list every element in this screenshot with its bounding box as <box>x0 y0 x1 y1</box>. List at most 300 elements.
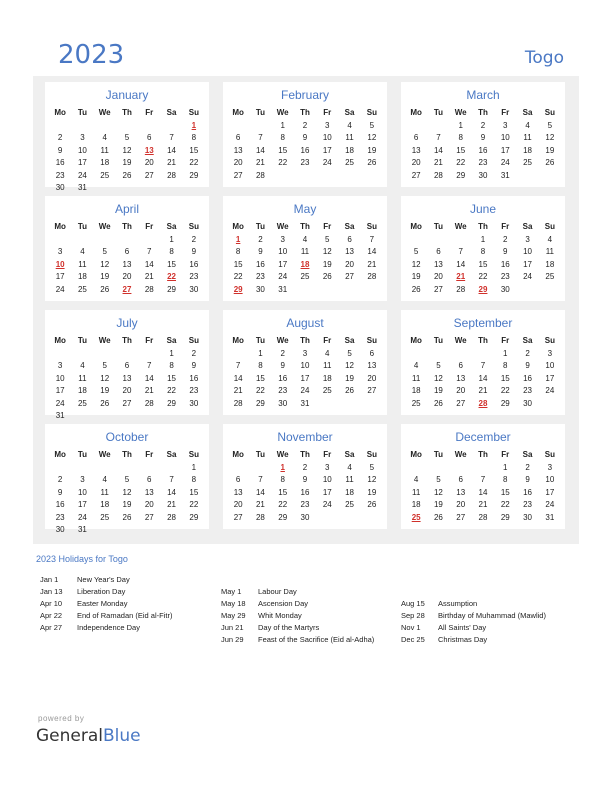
weekday-header: Su <box>544 450 555 459</box>
day-cell: 22 <box>278 500 288 509</box>
day-cell: 7 <box>235 361 241 370</box>
holiday-row <box>221 610 374 622</box>
day-cell: 7 <box>458 247 463 256</box>
day-cell: 30 <box>478 170 488 180</box>
day-cell: 15 <box>233 259 243 269</box>
day-cell: 1 <box>480 234 486 244</box>
day-cell: 20 <box>433 272 443 281</box>
weekday-header: Su <box>188 450 199 459</box>
day-cell: 7 <box>258 475 263 484</box>
day-cell: 3 <box>57 247 63 256</box>
empty-cell <box>94 120 116 133</box>
day-cell: 24 <box>322 158 332 167</box>
day-cell: 5 <box>124 475 130 484</box>
day-cell: 29 <box>500 512 510 522</box>
day-cell: 10 <box>523 247 533 256</box>
day-cell: 12 <box>122 487 132 497</box>
day-cell: 28 <box>255 512 265 522</box>
day-cell: 6 <box>436 247 441 256</box>
day-cell: 21 <box>167 500 177 509</box>
weekday-header: Th <box>122 222 132 231</box>
weekday-header: We <box>454 222 467 231</box>
weekday-header: Th <box>122 108 132 117</box>
day-cell: 3 <box>325 462 330 472</box>
day-cell: 23 <box>300 158 310 167</box>
day-cell: 17 <box>300 373 310 383</box>
weekday-header: Tu <box>433 222 444 231</box>
day-cell: 20 <box>367 373 377 383</box>
day-cell: 17 <box>55 386 65 395</box>
day-cell: 24 <box>77 512 87 522</box>
day-cell: 6 <box>147 133 152 142</box>
day-cell: 27 <box>345 272 355 281</box>
weekday-header: Sa <box>522 450 533 459</box>
day-cell: 2 <box>57 475 63 484</box>
weekday-header: Th <box>478 336 488 345</box>
day-cell: 17 <box>523 259 533 269</box>
day-cell: 4 <box>347 462 352 472</box>
day-grid <box>49 449 205 537</box>
holiday-date: Apr 22 <box>40 611 63 620</box>
empty-cell <box>138 234 160 247</box>
day-cell: 10 <box>55 373 65 383</box>
day-cell: 28 <box>255 170 265 180</box>
day-cell: 19 <box>367 145 377 155</box>
holiday-name: Christmas Day <box>438 635 488 644</box>
day-cell: 31 <box>500 170 510 180</box>
day-cell: 18 <box>100 500 110 509</box>
weekday-header: Sa <box>344 336 355 345</box>
day-cell: 14 <box>367 247 377 256</box>
holiday-date: Apr 27 <box>40 623 63 632</box>
day-cell: 11 <box>100 487 109 497</box>
day-cell: 30 <box>523 512 533 522</box>
holiday-row <box>401 598 546 610</box>
day-cell: 14 <box>255 487 265 497</box>
day-cell: 29 <box>189 512 199 522</box>
weekday-header: Su <box>366 108 377 117</box>
month-august <box>223 310 387 415</box>
day-cell: 9 <box>302 475 308 484</box>
month-name: September <box>453 316 513 330</box>
month-february <box>223 82 387 187</box>
day-cell: 20 <box>122 272 132 281</box>
day-cell: 22 <box>189 158 199 167</box>
day-cell: 5 <box>369 462 375 472</box>
day-cell: 8 <box>191 133 197 142</box>
day-cell: 12 <box>433 373 443 383</box>
brand-logo <box>36 726 141 746</box>
weekday-header: Tu <box>77 108 88 117</box>
empty-cell <box>472 462 494 475</box>
holiday-date: May 29 <box>221 611 246 620</box>
weekday-header: Mo <box>410 108 422 117</box>
day-cell: 2 <box>191 348 197 358</box>
day-cell: 15 <box>500 373 510 383</box>
holiday-name: Independence Day <box>77 623 140 632</box>
day-cell: 27 <box>122 284 132 294</box>
day-cell: 14 <box>233 373 243 383</box>
empty-cell <box>249 120 271 133</box>
day-cell: 17 <box>77 158 87 167</box>
empty-cell <box>227 348 249 361</box>
day-cell: 24 <box>55 398 65 408</box>
day-cell: 15 <box>500 487 510 497</box>
weekday-header: We <box>98 222 111 231</box>
empty-cell <box>427 462 449 475</box>
day-cell: 21 <box>255 158 265 167</box>
day-cell: 6 <box>147 475 152 484</box>
holiday-column <box>401 598 546 646</box>
day-cell: 15 <box>278 487 288 497</box>
month-name: May <box>293 202 317 216</box>
day-cell: 6 <box>369 348 375 358</box>
weekday-header: Fr <box>501 336 510 345</box>
day-cell: 26 <box>100 284 110 294</box>
day-cell: 8 <box>169 361 174 370</box>
day-cell: 23 <box>278 386 288 395</box>
holiday-row <box>40 598 172 610</box>
day-cell: 11 <box>78 259 87 269</box>
weekday-header: Th <box>300 336 310 345</box>
weekday-header: Mo <box>232 108 244 117</box>
weekday-header: Tu <box>77 336 88 345</box>
day-cell: 16 <box>189 373 199 383</box>
day-cell: 18 <box>300 259 310 269</box>
day-grid <box>49 107 205 195</box>
day-cell: 2 <box>503 234 508 244</box>
day-cell: 30 <box>500 284 510 294</box>
weekday-header: We <box>454 108 467 117</box>
day-cell: 28 <box>233 398 243 408</box>
day-cell: 10 <box>77 145 87 155</box>
day-cell: 22 <box>233 272 243 281</box>
day-cell: 20 <box>233 158 243 167</box>
day-cell: 14 <box>433 145 443 155</box>
holiday-name: Day of the Martyrs <box>258 623 320 632</box>
empty-cell <box>71 234 93 247</box>
holiday-column <box>40 574 172 634</box>
day-cell: 17 <box>500 145 510 155</box>
weekday-header: We <box>98 450 111 459</box>
weekday-header: Fr <box>145 336 154 345</box>
empty-cell <box>160 120 182 133</box>
day-cell: 17 <box>77 500 87 509</box>
weekday-header: We <box>276 450 289 459</box>
empty-cell <box>71 120 93 133</box>
day-cell: 30 <box>300 512 310 522</box>
day-cell: 18 <box>545 259 555 269</box>
weekday-header: Mo <box>54 450 66 459</box>
day-cell: 26 <box>433 398 443 408</box>
weekday-header: Fr <box>323 336 332 345</box>
month-name: June <box>469 202 497 216</box>
weekday-header: Sa <box>344 222 355 231</box>
holiday-date: Nov 1 <box>401 623 421 632</box>
day-cell: 30 <box>55 525 65 534</box>
month-april <box>45 196 209 301</box>
day-cell: 31 <box>545 512 555 522</box>
day-cell: 13 <box>411 145 421 155</box>
empty-cell <box>405 120 427 133</box>
empty-cell <box>405 234 427 247</box>
weekday-header: Tu <box>255 108 266 117</box>
day-cell: 21 <box>433 158 443 167</box>
day-cell: 11 <box>523 133 532 142</box>
empty-cell <box>427 120 449 133</box>
day-cell: 14 <box>478 487 488 497</box>
day-cell: 28 <box>167 512 177 522</box>
day-cell: 3 <box>503 120 508 130</box>
day-cell: 2 <box>191 234 197 244</box>
day-cell: 20 <box>345 259 355 269</box>
weekday-header: Th <box>300 450 310 459</box>
day-cell: 1 <box>280 120 285 130</box>
brand-part1: General <box>36 726 103 746</box>
day-cell: 20 <box>456 386 466 395</box>
day-cell: 7 <box>480 361 486 370</box>
month-december <box>401 424 565 529</box>
day-cell: 6 <box>413 133 419 142</box>
day-cell: 11 <box>78 373 87 383</box>
weekday-header: Mo <box>54 108 66 117</box>
day-cell: 8 <box>280 475 285 484</box>
day-cell: 14 <box>144 373 154 383</box>
day-cell: 28 <box>478 512 488 522</box>
day-cell: 5 <box>102 361 107 370</box>
day-cell: 25 <box>300 272 310 281</box>
holiday-name: End of Ramadan (Eid al-Fitr) <box>77 611 173 620</box>
weekday-header: Th <box>122 450 132 459</box>
day-cell: 6 <box>458 361 463 370</box>
day-cell: 5 <box>436 361 441 370</box>
day-cell: 26 <box>545 158 555 167</box>
empty-cell <box>94 234 116 247</box>
day-cell: 16 <box>523 487 533 497</box>
day-cell: 21 <box>144 272 154 281</box>
holiday-row <box>40 622 172 634</box>
empty-cell <box>49 348 71 361</box>
day-cell: 12 <box>433 487 443 497</box>
weekday-header: Su <box>544 222 555 231</box>
holiday-row <box>401 610 546 622</box>
empty-cell <box>138 120 160 133</box>
day-cell: 22 <box>456 158 466 167</box>
holiday-row <box>40 610 172 622</box>
day-cell: 7 <box>147 247 152 256</box>
day-cell: 31 <box>278 284 288 294</box>
weekday-header: Fr <box>323 222 332 231</box>
day-cell: 25 <box>345 500 355 509</box>
day-cell: 6 <box>235 475 241 484</box>
day-cell: 5 <box>124 133 130 142</box>
day-cell: 30 <box>255 284 265 294</box>
weekday-header: Sa <box>166 222 177 231</box>
day-cell: 11 <box>411 487 421 497</box>
day-cell: 27 <box>456 398 466 408</box>
day-cell: 19 <box>100 386 110 395</box>
empty-cell <box>71 348 93 361</box>
day-cell: 30 <box>189 284 199 294</box>
day-cell: 13 <box>456 487 466 497</box>
empty-cell <box>116 348 138 361</box>
day-cell: 31 <box>55 411 65 420</box>
empty-cell <box>49 462 71 475</box>
month-name: August <box>286 316 324 330</box>
day-cell: 24 <box>77 170 87 180</box>
day-cell: 15 <box>189 487 199 497</box>
day-cell: 26 <box>433 512 443 522</box>
day-cell: 24 <box>545 386 555 395</box>
weekday-header: Sa <box>522 108 533 117</box>
day-cell: 18 <box>523 145 533 155</box>
weekday-header: Th <box>478 222 488 231</box>
day-cell: 25 <box>411 512 421 522</box>
holiday-date: Apr 10 <box>40 599 63 608</box>
weekday-header: Mo <box>232 336 244 345</box>
weekday-header: Su <box>188 336 199 345</box>
holiday-row <box>221 586 374 598</box>
day-cell: 22 <box>478 272 488 281</box>
empty-cell <box>427 234 449 247</box>
holiday-name: Labour Day <box>258 587 297 596</box>
day-cell: 4 <box>413 475 419 484</box>
weekday-header: Tu <box>77 222 88 231</box>
day-cell: 9 <box>525 475 530 484</box>
day-cell: 27 <box>122 398 132 408</box>
day-cell: 24 <box>545 500 555 509</box>
day-cell: 4 <box>102 475 107 484</box>
day-cell: 5 <box>102 247 107 256</box>
day-grid <box>405 449 561 524</box>
empty-cell <box>71 462 93 475</box>
day-cell: 19 <box>433 500 443 509</box>
holiday-name: Easter Monday <box>77 599 128 608</box>
day-cell: 12 <box>367 475 377 484</box>
holiday-name: Assumption <box>438 599 478 608</box>
day-cell: 10 <box>77 487 87 497</box>
day-cell: 23 <box>478 158 488 167</box>
day-cell: 19 <box>345 373 355 383</box>
day-cell: 2 <box>302 120 308 130</box>
day-cell: 19 <box>322 259 332 269</box>
day-cell: 4 <box>347 120 352 130</box>
day-cell: 21 <box>255 500 265 509</box>
day-cell: 4 <box>302 234 308 244</box>
day-cell: 28 <box>167 170 177 180</box>
day-cell: 19 <box>545 145 555 155</box>
day-cell: 7 <box>258 133 263 142</box>
day-cell: 15 <box>456 145 466 155</box>
weekday-header: We <box>98 336 111 345</box>
calendar-panel <box>33 76 579 544</box>
day-cell: 17 <box>278 259 288 269</box>
month-name: November <box>277 430 333 444</box>
month-november <box>223 424 387 529</box>
weekday-header: Tu <box>433 108 444 117</box>
day-cell: 9 <box>258 247 263 256</box>
day-cell: 18 <box>100 158 110 167</box>
day-cell: 21 <box>144 386 154 395</box>
day-cell: 1 <box>280 462 285 472</box>
holiday-name: Ascension Day <box>258 599 309 608</box>
day-cell: 1 <box>235 234 241 244</box>
day-grid <box>227 107 383 182</box>
holidays-title: 2023 Holidays for Togo <box>36 554 128 564</box>
day-cell: 16 <box>55 158 65 167</box>
empty-cell <box>94 462 116 475</box>
empty-cell <box>450 234 472 247</box>
brand-part2: Blue <box>103 726 141 746</box>
day-cell: 16 <box>500 259 510 269</box>
day-cell: 2 <box>302 462 308 472</box>
day-cell: 3 <box>57 361 63 370</box>
day-cell: 5 <box>369 120 375 130</box>
day-cell: 21 <box>233 386 243 395</box>
day-cell: 21 <box>367 259 377 269</box>
holiday-column <box>221 586 374 646</box>
day-cell: 30 <box>55 183 65 192</box>
day-cell: 21 <box>478 500 488 509</box>
holiday-name: New Year's Day <box>77 575 130 584</box>
day-cell: 29 <box>478 284 488 294</box>
day-cell: 14 <box>478 373 488 383</box>
weekday-header: We <box>454 450 467 459</box>
day-cell: 23 <box>500 272 510 281</box>
weekday-header: Mo <box>54 336 66 345</box>
day-cell: 29 <box>189 170 199 180</box>
day-cell: 20 <box>144 500 154 509</box>
day-cell: 10 <box>55 259 65 269</box>
day-cell: 14 <box>167 487 177 497</box>
month-january <box>45 82 209 192</box>
weekday-header: Sa <box>522 222 533 231</box>
day-cell: 11 <box>411 373 421 383</box>
holiday-date: Sep 28 <box>401 611 425 620</box>
day-cell: 16 <box>300 145 310 155</box>
month-may <box>223 196 387 301</box>
day-cell: 14 <box>167 145 177 155</box>
day-cell: 28 <box>144 398 154 408</box>
weekday-header: Tu <box>77 450 88 459</box>
holiday-date: Jun 29 <box>221 635 244 644</box>
day-cell: 18 <box>411 386 421 395</box>
weekday-header: Mo <box>410 450 422 459</box>
day-cell: 25 <box>523 158 533 167</box>
weekday-header: Mo <box>54 222 66 231</box>
day-cell: 27 <box>411 170 421 180</box>
day-cell: 8 <box>503 361 508 370</box>
day-cell: 24 <box>523 272 533 281</box>
day-cell: 3 <box>547 348 553 358</box>
day-cell: 1 <box>169 348 174 358</box>
day-cell: 22 <box>278 158 288 167</box>
holiday-row <box>221 622 374 634</box>
day-cell: 10 <box>500 133 510 142</box>
weekday-header: Fr <box>501 450 510 459</box>
weekday-header: We <box>454 336 467 345</box>
day-cell: 27 <box>233 512 243 522</box>
day-cell: 8 <box>480 247 486 256</box>
weekday-header: Tu <box>433 336 444 345</box>
day-cell: 11 <box>345 133 354 142</box>
day-cell: 2 <box>280 348 285 358</box>
day-cell: 12 <box>322 247 332 256</box>
empty-cell <box>227 462 249 475</box>
day-cell: 23 <box>55 512 65 522</box>
holiday-name: Birthday of Muhammad (Mawlid) <box>438 611 546 620</box>
day-cell: 20 <box>122 386 132 395</box>
